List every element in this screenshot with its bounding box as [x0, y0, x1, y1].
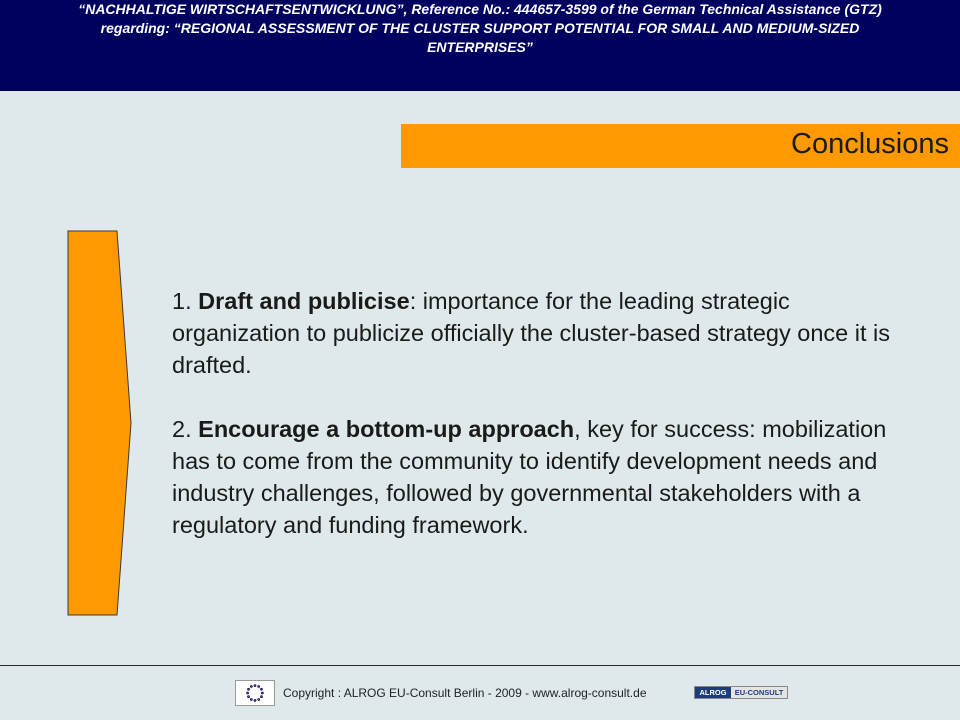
copyright-text: Copyright : ALROG EU-Consult Berlin - 2009 - www.alrog-consult.de: [283, 686, 647, 700]
eu-flag-icon: [235, 680, 275, 706]
point-heading: Encourage a bottom-up approach: [198, 416, 575, 442]
footer-divider: [0, 665, 960, 666]
slide-title: Conclusions: [791, 128, 949, 160]
point-number: 2.: [172, 416, 199, 442]
logo-right-text: EU-CONSULT: [731, 687, 787, 698]
point-text: : importance for the leading strategic organization to publicize officially the cluster-based strategy once it is drafted.: [172, 288, 891, 378]
header-line-1: “NACHHALTIGE WIRTSCHAFTSENTWICKLUNG”, Reference No.: 444657-3599 of the German Technical Assistance (GTZ): [78, 1, 882, 17]
logo-left-text: ALROG: [695, 687, 731, 698]
conclusion-point-2: [172, 413, 912, 541]
document-header: [0, 0, 960, 91]
point-number: 1.: [172, 288, 199, 314]
header-line-2: regarding: “REGIONAL ASSESSMENT OF THE CLUSTER SUPPORT POTENTIAL FOR SMALL AND MEDIUM-SIZED: [100, 20, 860, 36]
alrog-logo: [694, 686, 788, 699]
conclusion-point-1: [172, 285, 912, 381]
header-line-3: ENTERPRISES”: [427, 39, 533, 55]
conclusions-body: [172, 285, 912, 541]
title-bar: [401, 124, 960, 168]
point-text: , key for success: mobilization has to come from the community to identify development needs and industry challenges, followed by governmental stakeholders with a regulatory and funding framework.: [172, 416, 887, 538]
chevron-arrow-icon: [67, 230, 133, 616]
point-heading: Draft and publicise: [198, 288, 410, 314]
